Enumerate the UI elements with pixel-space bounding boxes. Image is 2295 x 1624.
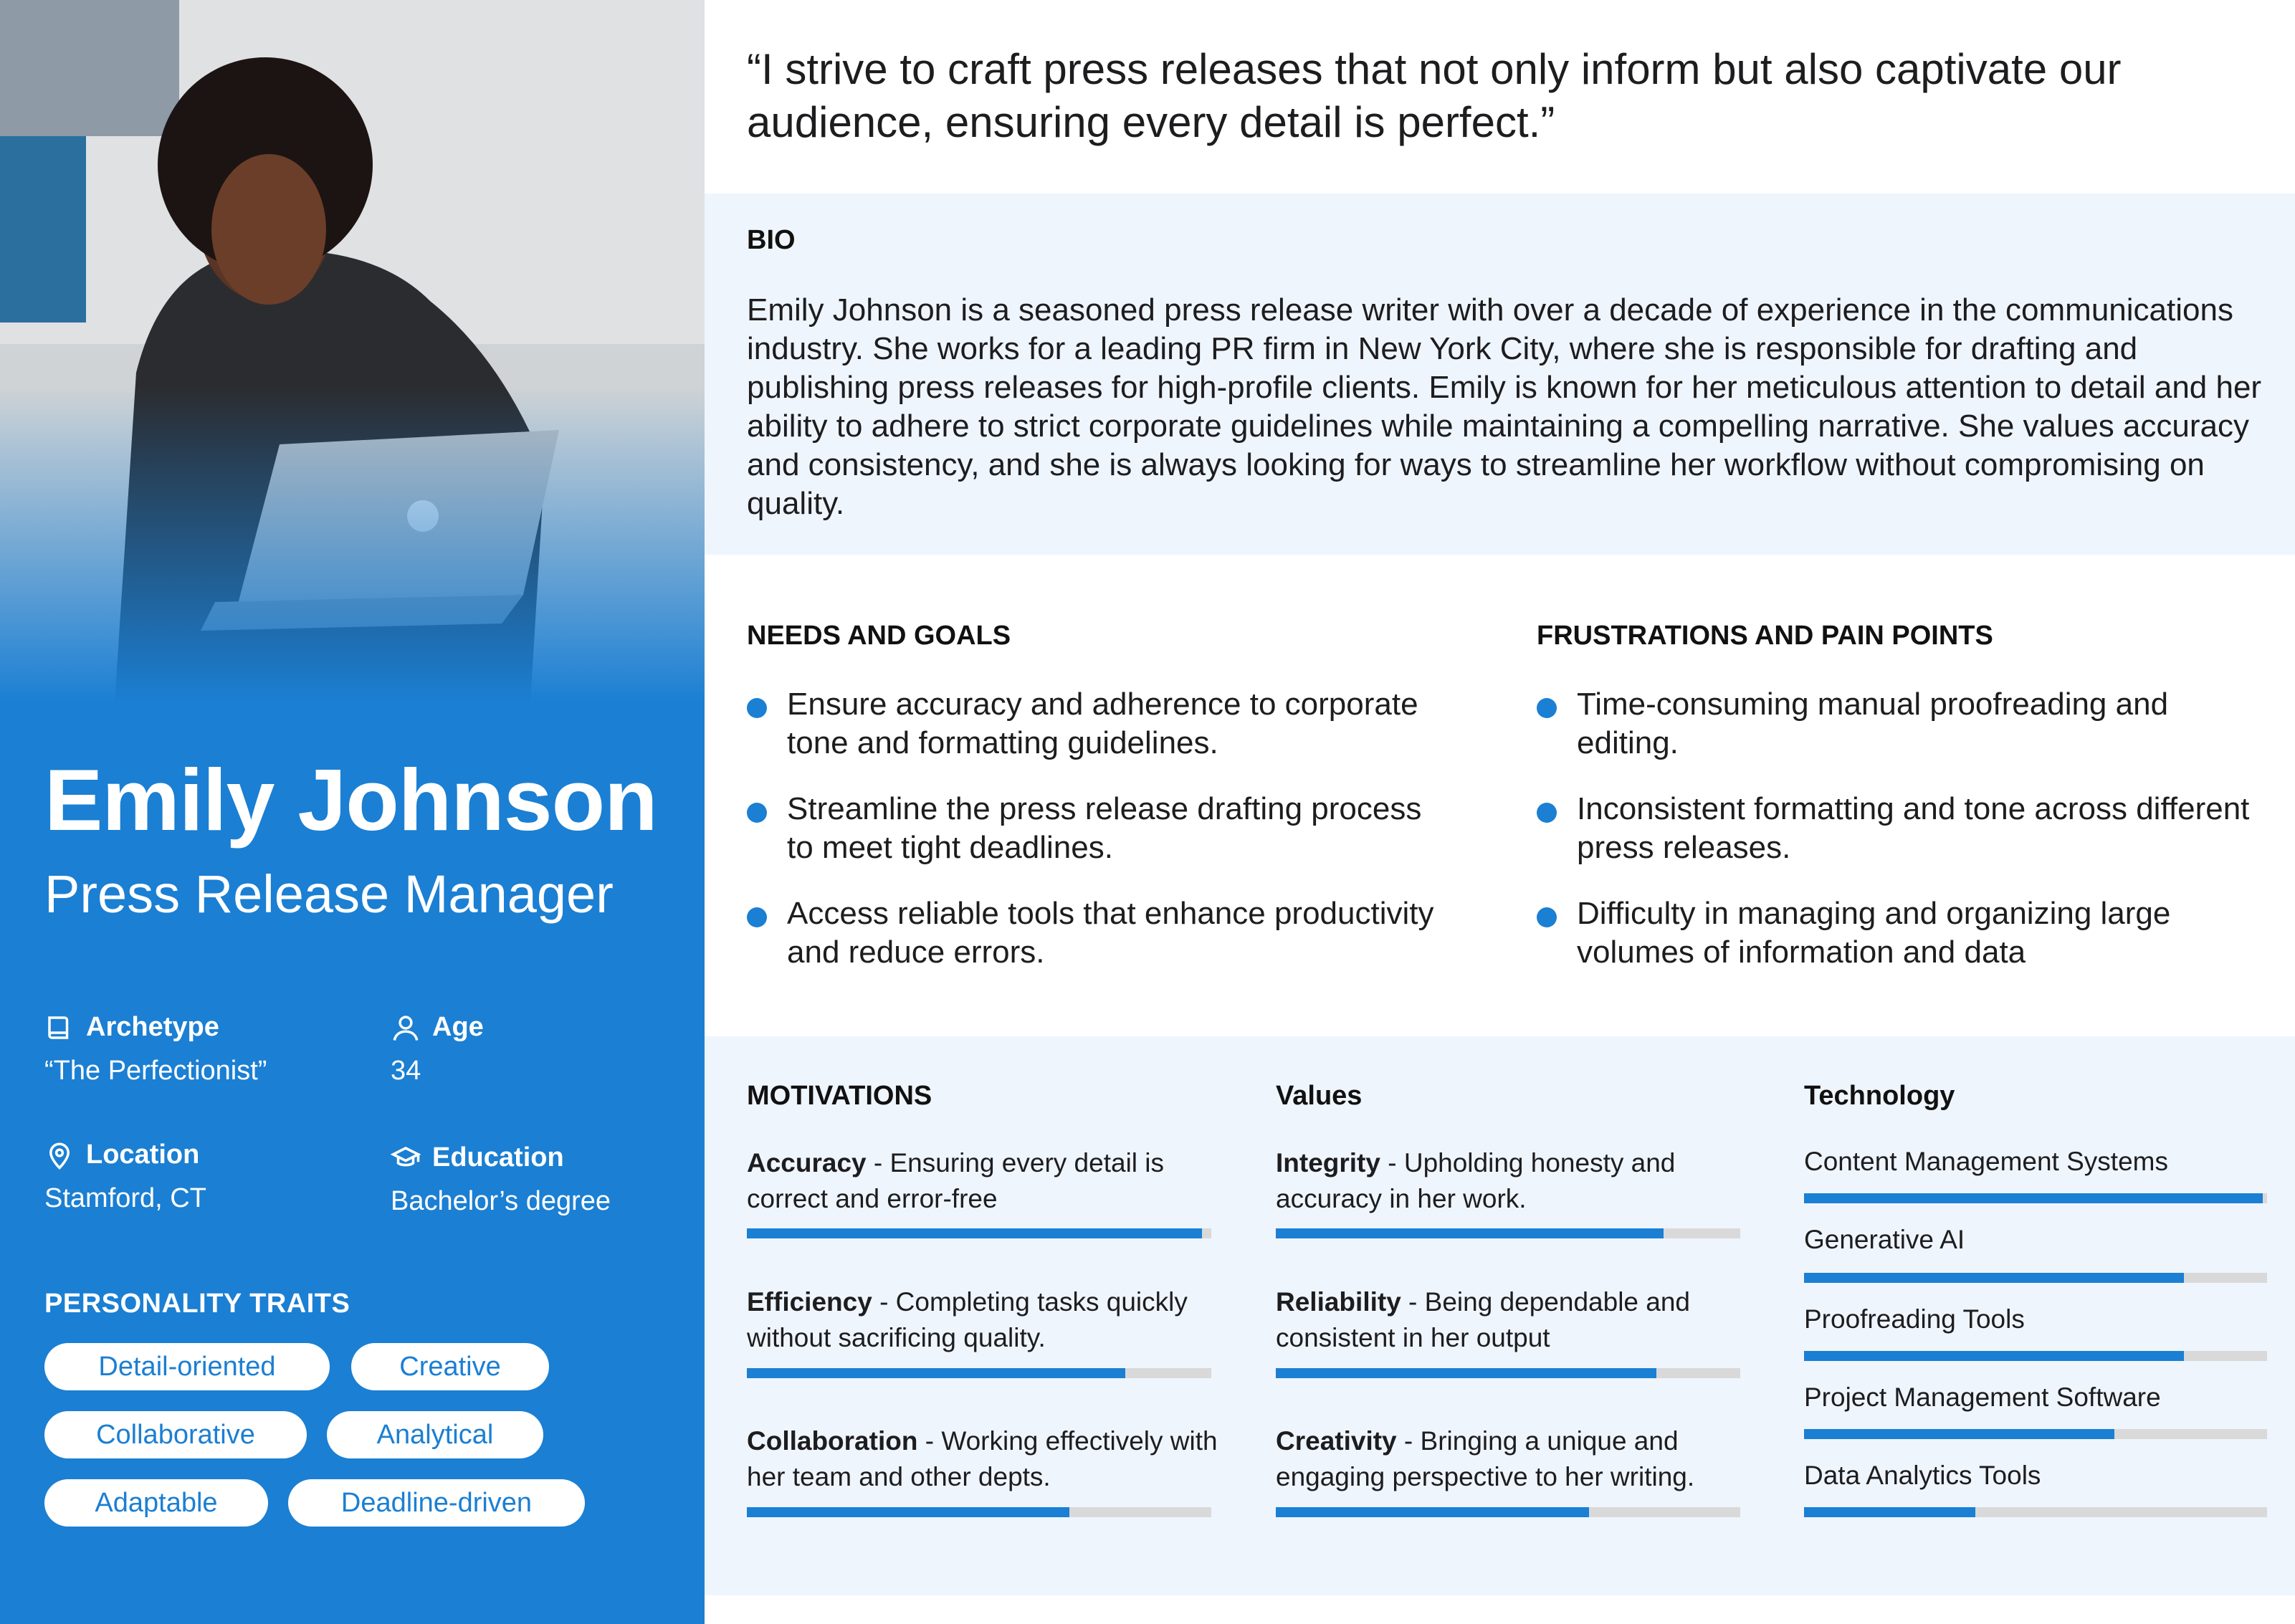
tech-label: Content Management Systems (1804, 1147, 2168, 1176)
value-name: Creativity (1276, 1426, 1397, 1456)
frustration-item (1537, 790, 2253, 867)
values-title: Values (1276, 1081, 1363, 1111)
bullet-dot (747, 698, 767, 718)
value-bar (1276, 1368, 1740, 1378)
bullet-dot (1537, 907, 1557, 927)
value-bar-fill (1276, 1228, 1664, 1238)
frustrations-title: FRUSTRATIONS AND PAIN POINTS (1537, 621, 1993, 651)
value-name: Integrity (1276, 1148, 1380, 1178)
tech-bar (1804, 1351, 2267, 1361)
motivation-desc: - Working effectively with her team and other depts. (747, 1426, 1218, 1491)
trait-pill: Analytical (327, 1411, 543, 1458)
needs-item (747, 685, 1435, 763)
value-item (1276, 1145, 1749, 1217)
value-desc: - Bringing a unique and engaging perspective to her writing. (1276, 1426, 1695, 1491)
bullet-dot (1537, 803, 1557, 823)
needs-item (747, 790, 1435, 867)
location-value: Stamford, CT (44, 1183, 206, 1213)
motivation-name: Efficiency (747, 1287, 872, 1317)
frustration-item (1537, 685, 2253, 763)
motivation-name: Accuracy (747, 1148, 867, 1178)
value-desc: - Being dependable and consistent in her output (1276, 1287, 1691, 1352)
tech-bar (1804, 1507, 2267, 1517)
tech-bar-fill (1804, 1507, 1975, 1517)
frustration-item-text: Time-consuming manual proofreading and editing. (1577, 687, 2169, 760)
user-icon (391, 1013, 421, 1043)
value-bar-fill (1276, 1368, 1656, 1378)
tech-bar-fill (1804, 1193, 2263, 1203)
tech-bar-fill (1804, 1351, 2184, 1361)
motivation-bar-fill (747, 1228, 1202, 1238)
motivation-bar (747, 1228, 1211, 1238)
motivation-bar-fill (747, 1368, 1125, 1378)
tech-bar-fill (1804, 1429, 2114, 1439)
location-pin-icon (44, 1140, 75, 1170)
bullet-dot (747, 803, 767, 823)
profile-photo-illustration (0, 0, 705, 702)
bullet-dot (1537, 698, 1557, 718)
age-value: 34 (391, 1056, 421, 1086)
needs-title: NEEDS AND GOALS (747, 621, 1011, 651)
needs-item-text: Access reliable tools that enhance productivity and reduce errors. (787, 896, 1434, 970)
frustration-item (1537, 894, 2253, 972)
tech-label: Generative AI (1804, 1225, 1965, 1254)
bio-title: BIO (747, 225, 796, 255)
education-value: Bachelor’s degree (391, 1186, 611, 1216)
trait-pill: Deadline-driven (288, 1479, 585, 1527)
tech-bar (1804, 1273, 2267, 1283)
book-icon (44, 1013, 75, 1043)
technology-title: Technology (1804, 1081, 1955, 1111)
bio-text: Emily Johnson is a seasoned press release writer with over a decade of experience in the communications industry. She works for a leading PR firm in New York City, where she is responsible for drafting and publishing press releases for high-profile clients. Emily is known for her meticulous attention to detail and her ability to adhere to strict corporate guidelines while maintaining a compelling narrative. She values accuracy and consistency, and she is always looking for ways to streamline her workflow without compromising on quality. (747, 292, 2262, 521)
motivation-name: Collaboration (747, 1426, 918, 1456)
profile-panel (0, 0, 705, 1624)
trait-pill: Adaptable (44, 1479, 268, 1527)
archetype-fact (44, 1012, 267, 1086)
value-bar-fill (1276, 1507, 1589, 1517)
location-label: Location (86, 1140, 200, 1170)
tech-label: Data Analytics Tools (1804, 1461, 2041, 1490)
value-item (1276, 1423, 1749, 1495)
value-bar (1276, 1228, 1740, 1238)
motivation-item (747, 1284, 1220, 1356)
value-item (1276, 1284, 1749, 1356)
age-label: Age (432, 1012, 484, 1042)
age-fact (391, 1012, 484, 1086)
tech-label: Proofreading Tools (1804, 1304, 2025, 1334)
motivation-item (747, 1145, 1220, 1217)
archetype-value: “The Perfectionist” (44, 1056, 267, 1086)
persona-name: Emily Johnson (44, 751, 657, 849)
trait-pill: Collaborative (44, 1411, 307, 1458)
frustration-item-text: Difficulty in managing and organizing large volumes of information and data (1577, 896, 2171, 970)
motivation-bar (747, 1507, 1211, 1517)
value-desc: - Upholding honesty and accuracy in her work. (1276, 1148, 1676, 1213)
motivation-item (747, 1423, 1220, 1495)
needs-item-text: Ensure accuracy and adherence to corporate tone and formatting guidelines. (787, 687, 1418, 760)
bullet-dot (747, 907, 767, 927)
location-fact (44, 1140, 206, 1214)
motivation-bar (747, 1368, 1211, 1378)
motivation-bar-fill (747, 1507, 1069, 1517)
motivation-desc: - Ensuring every detail is correct and error-free (747, 1148, 1165, 1213)
archetype-label: Archetype (86, 1012, 219, 1042)
traits-title: PERSONALITY TRAITS (44, 1289, 350, 1319)
needs-item-text: Streamline the press release drafting process to meet tight deadlines. (787, 791, 1422, 865)
tech-bar (1804, 1429, 2267, 1439)
motivation-desc: - Completing tasks quickly without sacrificing quality. (747, 1287, 1188, 1352)
frustration-item-text: Inconsistent formatting and tone across different press releases. (1577, 791, 2250, 865)
motivations-title: MOTIVATIONS (747, 1081, 932, 1111)
trait-pill: Detail-oriented (44, 1343, 330, 1390)
needs-item (747, 894, 1435, 972)
trait-pill: Creative (351, 1343, 549, 1390)
tech-label: Project Management Software (1804, 1382, 2161, 1412)
value-bar (1276, 1507, 1740, 1517)
persona-quote: “I strive to craft press releases that not only inform but also captivate our audience, ensuring every detail is perfect.” (747, 45, 2122, 146)
persona-role: Press Release Manager (44, 864, 614, 924)
tech-bar-fill (1804, 1273, 2184, 1283)
value-name: Reliability (1276, 1287, 1401, 1317)
education-fact (391, 1142, 611, 1217)
education-label: Education (432, 1142, 564, 1172)
tech-bar (1804, 1193, 2267, 1203)
profile-photo (0, 0, 705, 702)
graduation-cap-icon (391, 1143, 421, 1173)
